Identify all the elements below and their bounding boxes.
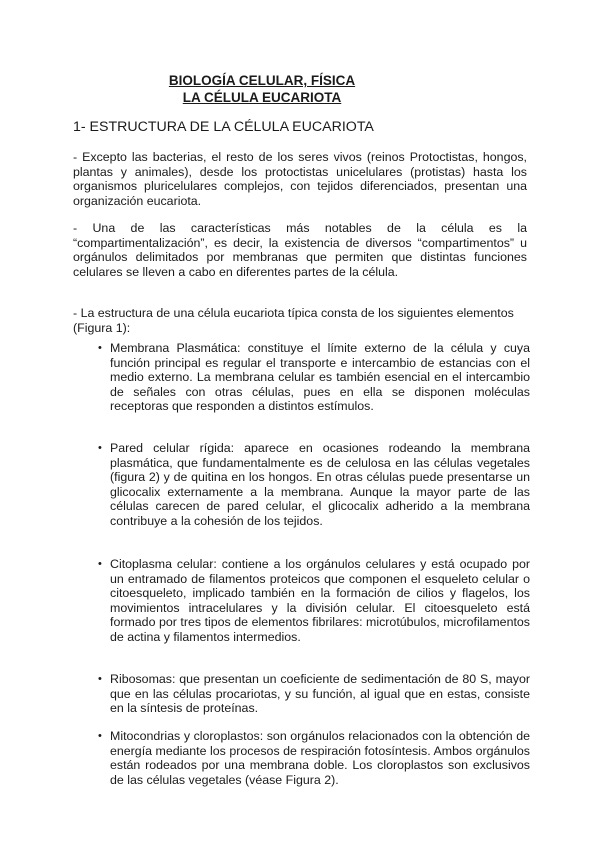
paragraph-structure: - La estructura de una célula eucariota típica consta de los siguientes elementos (Figura 1): <box>73 306 514 335</box>
paragraph-intro: - Excepto las bacterias, el resto de los seres vivos (reinos Protoctistas, hongos, plantas y animales), desde los protoctistas unicelulares (protistas) hasta los organismos pluricelulares complejos, con tejidos diferenciados, presentan una organización eucariota. <box>73 150 527 208</box>
bullet-icon: • <box>98 342 102 354</box>
list-item-membrana <box>98 341 530 414</box>
list-item-text: Membrana Plasmática: constituye el límite externo de la célula y cuya función principal es regular el transporte e intercambio de estancias con el medio externo. La membrana celular es también esencial en el intercambio de señales con otras células, pues en ella se disponen moléculas receptoras que responden a distintos estímulos. <box>110 341 530 414</box>
document-title: BIOLOGÍA CELULAR, FÍSICA <box>168 73 356 88</box>
list-item-text: Mitocondrias y cloroplastos: son orgánulos relacionados con la obtención de energía mediante los procesos de respiración fotosíntesis. Ambos orgánulos están rodeados por una membrana doble. Los cloroplastos son exclusivos de las células vegetales (véase Figura 2). <box>110 729 530 787</box>
list-item-pared <box>98 441 530 529</box>
section-heading: 1- ESTRUCTURA DE LA CÉLULA EUCARIOTA <box>73 119 374 135</box>
list-item-mitocondrias <box>98 729 530 787</box>
bullet-icon: • <box>98 673 102 685</box>
document-subtitle: LA CÉLULA EUCARIOTA <box>182 90 342 105</box>
list-item-text: Ribosomas: que presentan un coeficiente de sedimentación de 80 S, mayor que en las células procariotas, y su función, al igual que en estas, consiste en la síntesis de proteínas. <box>110 672 530 716</box>
list-item-citoplasma <box>98 557 530 645</box>
paragraph-compartmentalization: - Una de las características más notables de la célula es la “compartimentalización”, es decir, la existencia de diversos “compartimentos” u orgánulos delimitados por membranas que permiten que distintas funciones celulares se lleven a cabo en diferentes partes de la célula. <box>73 221 527 279</box>
list-item-ribosomas <box>98 672 530 716</box>
bullet-icon: • <box>98 442 102 454</box>
bullet-icon: • <box>98 558 102 570</box>
list-item-text: Citoplasma celular: contiene a los orgánulos celulares y está ocupado por un entramado de filamentos proteicos que componen el esqueleto celular o citoesqueleto, implicado también en la formación de cilios y flagelos, los movimientos intracelulares y la división celular. El citoesqueleto está formado por tres tipos de elementos fibrilares: microtúbulos, microfilamentos de actina y filamentos intermedios. <box>110 557 530 644</box>
list-item-text: Pared celular rígida: aparece en ocasiones rodeando la membrana plasmática, que fundamentalmente es de celulosa en las células vegetales (figura 2) y de quitina en los hongos. En otras células puede presentarse un glicocalix externamente a la membrana. Aunque la mayor parte de las células carecen de pared celular, el glicocalix adherido a la membrana contribuye a la cohesión de los tejidos. <box>110 441 530 528</box>
bullet-icon: • <box>98 730 102 742</box>
